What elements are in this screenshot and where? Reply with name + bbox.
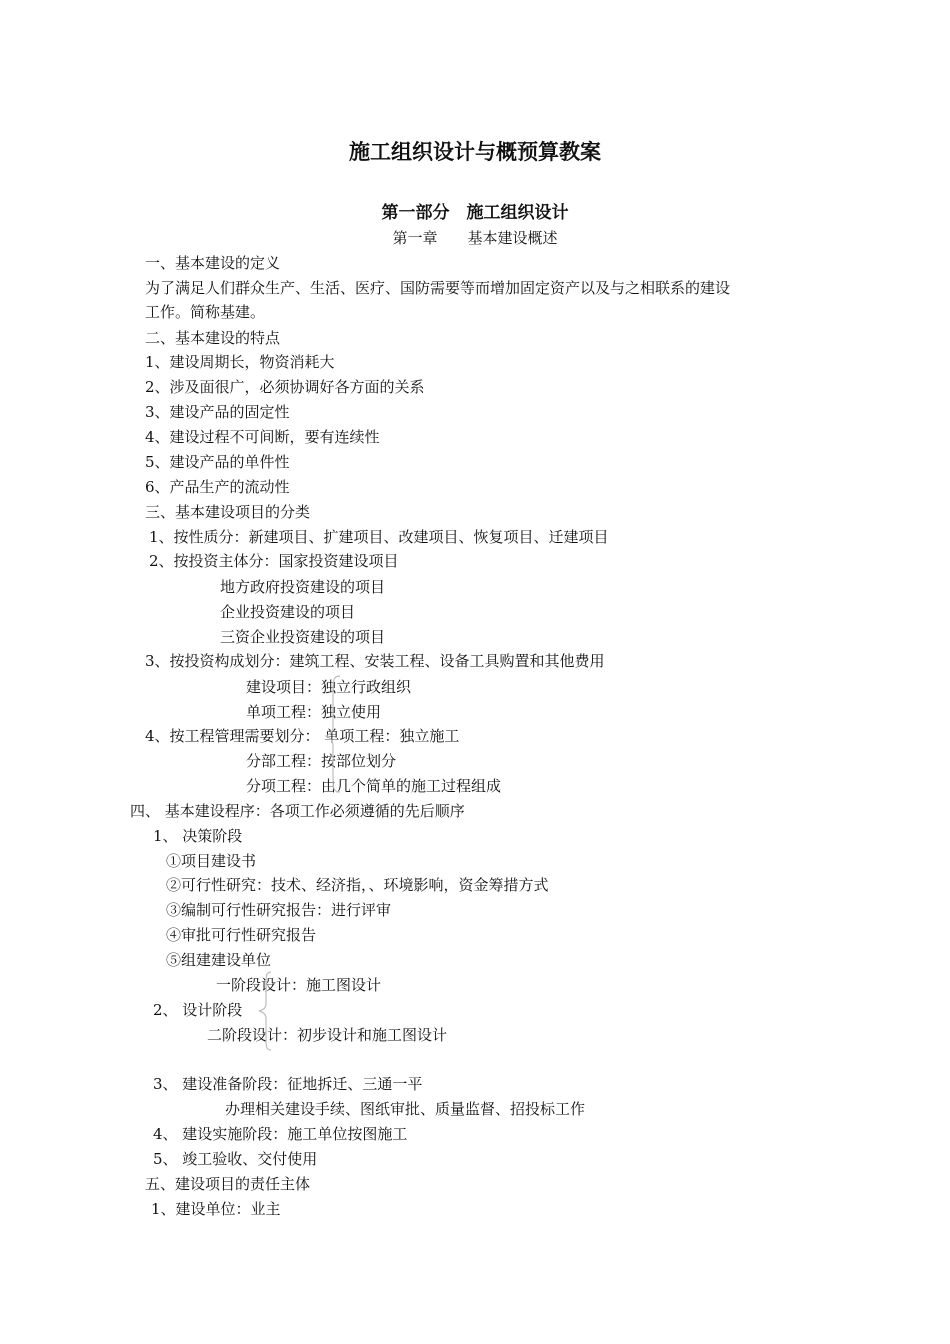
part-heading: 第一部分 施工组织设计 [381, 203, 569, 223]
list-subitem: ④审批可行性研究报告 [166, 926, 317, 944]
list-subitem: ②可行性研究：技术、经济指，、环境影响，资金筹措方式 [166, 876, 549, 894]
list-subitem: 企业投资建设的项目 [220, 603, 356, 621]
list-item: 5、 竣工验收、交付使用 [153, 1150, 318, 1168]
paragraph-line: 为了满足人们群众生产、生活、医疗、国防需要等而增加固定资产以及与之相联系的建设 [145, 279, 731, 297]
list-subitem: 分项工程：由几个简单的施工过程组成 [246, 777, 502, 795]
list-subitem: 二阶段设计：初步设计和施工图设计 [207, 1026, 448, 1044]
paragraph-line: 工作。简称基建。 [145, 303, 266, 321]
list-item: 3、 建设准备阶段：征地拆迁、三通一平 [153, 1075, 423, 1093]
list-subitem: ①项目建设书 [166, 852, 257, 870]
list-item: 3、按投资构成划分：建筑工程、安装工程、设备工具购置和其他费用 [145, 652, 605, 670]
list-subitem: 单项工程：独立使用 [246, 703, 382, 721]
list-item: 1、建设周期长，物资消耗大 [145, 353, 335, 371]
list-item: 4、 建设实施阶段：施工单位按图施工 [153, 1125, 408, 1143]
list-item: 6、产品生产的流动性 [145, 478, 290, 496]
curly-brace-icon [256, 968, 278, 1054]
section-heading-5: 五、建设项目的责任主体 [145, 1175, 311, 1193]
list-item: 5、建设产品的单件性 [145, 453, 290, 471]
list-subitem: 一阶段设计：施工图设计 [216, 976, 382, 994]
list-subitem: 办理相关建设手续、图纸审批、质量监督、招投标工作 [225, 1100, 586, 1118]
section-heading-2: 二、基本建设的特点 [145, 329, 281, 347]
section-heading-1: 一、基本建设的定义 [145, 254, 281, 272]
list-item: 2、按投资主体分：国家投资建设项目 [149, 552, 399, 570]
list-item: 1、建设单位：业主 [151, 1200, 281, 1218]
list-subitem: 分部工程：按部位划分 [246, 752, 397, 770]
list-subitem: 地方政府投资建设的项目 [220, 578, 386, 596]
list-item: 1、 决策阶段 [153, 827, 243, 845]
list-subitem: ③编制可行性研究报告：进行评审 [166, 901, 392, 919]
section-heading-4: 四、 基本建设程序：各项工作必须遵循的先后顺序 [130, 802, 465, 820]
chapter-heading: 第一章 基本建设概述 [392, 229, 558, 247]
list-item: 4、建设过程不可间断，要有连续性 [145, 428, 380, 446]
list-subitem: ⑤组建建设单位 [166, 951, 272, 969]
document-title: 施工组织设计与概预算教案 [349, 139, 601, 164]
list-item: 1、按性质分：新建项目、扩建项目、改建项目、恢复项目、迁建项目 [149, 528, 609, 546]
section-heading-3: 三、基本建设项目的分类 [145, 503, 311, 521]
list-item: 3、建设产品的固定性 [145, 403, 290, 421]
list-item: 2、 设计阶段 [153, 1001, 243, 1019]
curly-brace-icon [322, 672, 348, 796]
list-item: 4、按工程管理需要划分： 单项工程：独立施工 [145, 727, 460, 745]
list-item: 2、涉及面很广，必须协调好各方面的关系 [145, 378, 425, 396]
list-subitem: 建设项目：独立行政组织 [246, 678, 412, 696]
list-subitem: 三资企业投资建设的项目 [220, 628, 386, 646]
